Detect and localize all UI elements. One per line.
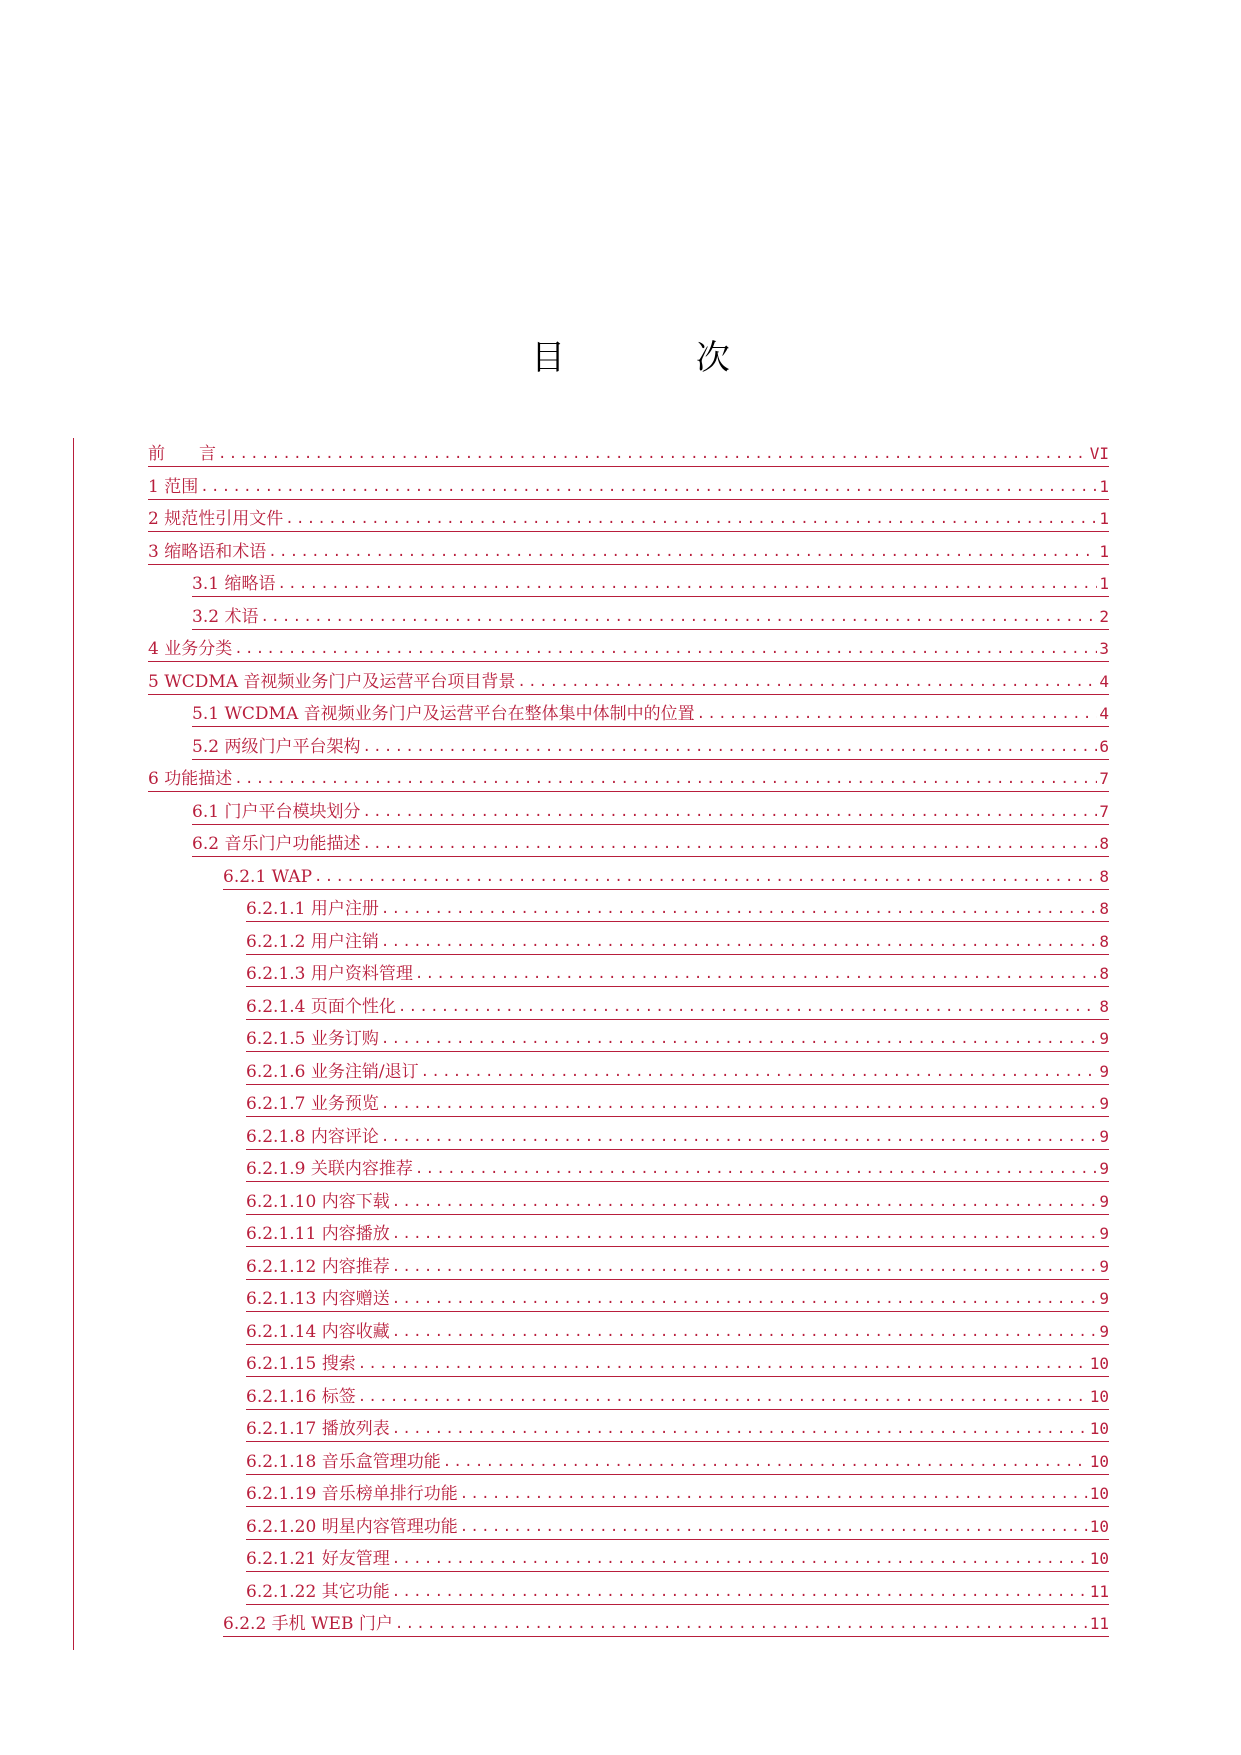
toc-entry[interactable] [192, 830, 1109, 857]
toc-leader-dots [392, 1257, 1098, 1279]
toc-entry-label: 6.2.1.14 内容收藏 [246, 1321, 390, 1342]
toc-entry-page: 9 [1099, 1256, 1109, 1276]
page-title: 目 次 [531, 338, 790, 378]
toc-entry-page: 1 [1099, 476, 1109, 496]
margin-rule [73, 438, 74, 1650]
toc-entry-page: 10 [1089, 1451, 1109, 1471]
toc-entry[interactable] [192, 733, 1109, 760]
toc-entry-page: 10 [1089, 1484, 1109, 1503]
toc-leader-dots [697, 704, 1098, 726]
toc-leader-dots [392, 1289, 1098, 1311]
toc-entry-label: 5 WCDMA 音视频业务门户及运营平台项目背景 [148, 671, 516, 692]
toc-entry-label: 6.2.1.3 用户资料管理 [246, 964, 413, 984]
toc-entry-page: 9 [1099, 1094, 1109, 1113]
toc-entry[interactable] [246, 1545, 1109, 1572]
toc-entry-label: 6.2.1.6 业务注销/退订 [246, 1061, 419, 1082]
toc-entry-label: 6.2.1.2 用户注销 [246, 931, 379, 952]
toc-leader-dots [392, 1224, 1098, 1246]
toc-entry[interactable] [192, 700, 1109, 727]
toc-entry-label: 6.2.1.13 内容赠送 [246, 1289, 390, 1309]
toc-entry[interactable] [192, 603, 1109, 630]
toc-entry-label: 6.2.1.22 其它功能 [246, 1581, 390, 1602]
toc-entry[interactable] [246, 1123, 1109, 1150]
toc-entry-label: 6.2.1.20 明星内容管理功能 [246, 1516, 458, 1537]
toc-entry-page: 9 [1099, 1289, 1109, 1308]
toc-entry[interactable] [246, 1025, 1109, 1052]
toc-entry-label: 6.2.1.17 播放列表 [246, 1419, 390, 1439]
toc-entry-page: 1 [1099, 509, 1109, 528]
toc-entry[interactable] [246, 1415, 1109, 1442]
toc-entry-page: 8 [1099, 931, 1109, 951]
toc-entry[interactable] [246, 1090, 1109, 1117]
toc-entry[interactable] [148, 668, 1109, 695]
toc-entry-label: 6.2.1 WAP [223, 866, 313, 887]
toc-entry[interactable] [246, 1220, 1109, 1247]
toc-entry-label: 6.2.1.16 标签 [246, 1386, 356, 1407]
toc-entry-page: 9 [1099, 1029, 1109, 1048]
toc-entry-page: 7 [1099, 801, 1109, 821]
toc-entry-label: 6.2.1.18 音乐盒管理功能 [246, 1451, 441, 1472]
toc-entry-label: 6.2.1.10 内容下载 [246, 1191, 390, 1212]
toc-leader-dots [381, 899, 1097, 921]
toc-entry-page: 10 [1089, 1386, 1109, 1406]
toc-entry-page: 1 [1099, 541, 1109, 561]
toc-entry-page: 10 [1089, 1549, 1109, 1568]
toc-leader-dots [392, 1419, 1088, 1441]
toc-entry-page: 9 [1099, 1321, 1109, 1341]
toc-entry[interactable] [148, 505, 1109, 532]
toc-entry-label: 前 言 [148, 444, 216, 464]
toc-entry[interactable] [246, 895, 1109, 922]
toc-entry-label: 6.2.2 手机 WEB 门户 [223, 1614, 393, 1634]
toc-entry-page: 1 [1099, 574, 1109, 593]
toc-entry-label: 6.2.1.1 用户注册 [246, 899, 379, 919]
toc-leader-dots [392, 1192, 1098, 1214]
toc-entry-page: 9 [1099, 1191, 1109, 1211]
toc-leader-dots [358, 1354, 1088, 1376]
toc-entry-label: 6.2.1.5 业务订购 [246, 1029, 379, 1049]
toc-leader-dots [218, 444, 1088, 466]
toc-entry[interactable] [246, 1350, 1109, 1377]
toc-entry-label: 6.2.1.19 音乐榜单排行功能 [246, 1484, 458, 1504]
toc-entry-page: 8 [1099, 834, 1109, 853]
toc-entry-label: 6.2.1.4 页面个性化 [246, 996, 396, 1017]
toc-entry[interactable] [246, 1253, 1109, 1280]
toc-entry-label: 3.2 术语 [192, 606, 259, 627]
toc-entry-page: 4 [1099, 704, 1109, 723]
toc-entry[interactable] [148, 473, 1109, 500]
toc-entry-page: 4 [1099, 671, 1109, 691]
toc-leader-dots [362, 802, 1097, 824]
toc-leader-dots [260, 607, 1097, 629]
toc-leader-dots [381, 1029, 1097, 1051]
toc-entry-label: 6.2.1.12 内容推荐 [246, 1256, 390, 1277]
toc-entry-page: 9 [1099, 1224, 1109, 1243]
toc-leader-dots [285, 509, 1097, 531]
toc-entry[interactable] [192, 570, 1109, 597]
toc-leader-dots [460, 1517, 1088, 1539]
toc-leader-dots [234, 769, 1097, 791]
toc-entry[interactable] [148, 440, 1109, 467]
toc-leader-dots [200, 477, 1097, 499]
toc-entry-label: 6.2.1.11 内容播放 [246, 1224, 390, 1244]
toc-leader-dots [421, 1062, 1098, 1084]
toc-entry-page: 6 [1099, 736, 1109, 756]
toc-entry-label: 5.1 WCDMA 音视频业务门户及运营平台在整体集中体制中的位置 [192, 704, 695, 724]
toc-leader-dots [392, 1582, 1088, 1604]
toc-entry-page: 10 [1089, 1419, 1109, 1438]
toc-entry[interactable] [246, 1058, 1109, 1085]
toc-entry-label: 4 业务分类 [148, 639, 233, 659]
toc-entry[interactable] [246, 1285, 1109, 1312]
toc-entry[interactable] [246, 928, 1109, 955]
toc-leader-dots [314, 867, 1097, 889]
toc-entry-page: 9 [1099, 1061, 1109, 1081]
toc-entry[interactable] [148, 538, 1109, 565]
toc-leader-dots [381, 1094, 1097, 1116]
toc-entry-page: 2 [1099, 606, 1109, 626]
toc-leader-dots [415, 964, 1097, 986]
toc-entry-page: 9 [1099, 1126, 1109, 1146]
toc-leader-dots [443, 1452, 1088, 1474]
toc-entry-page: 11 [1089, 1581, 1109, 1601]
toc-entry[interactable] [246, 1383, 1109, 1410]
toc-leader-dots [381, 1127, 1097, 1149]
toc-leader-dots [392, 1549, 1088, 1571]
toc-entry-page: 8 [1099, 866, 1109, 886]
toc-entry-page: 8 [1099, 899, 1109, 918]
toc-entry-label: 2 规范性引用文件 [148, 509, 284, 529]
toc-leader-dots [415, 1159, 1097, 1181]
toc-entry[interactable] [246, 1448, 1109, 1475]
toc-entry[interactable] [192, 798, 1109, 825]
toc-entry-label: 6.2.1.7 业务预览 [246, 1094, 379, 1114]
toc-entry[interactable] [246, 1155, 1109, 1182]
toc-leader-dots [398, 997, 1097, 1019]
toc-entry-label: 6.2.1.8 内容评论 [246, 1126, 379, 1147]
toc-entry-label: 3 缩略语和术语 [148, 541, 267, 562]
toc-entry-page: 10 [1089, 1354, 1109, 1373]
toc-entry-page: 3 [1099, 639, 1109, 658]
toc-leader-dots [358, 1387, 1088, 1409]
toc-leader-dots [517, 672, 1097, 694]
toc-entry-label: 6.2 音乐门户功能描述 [192, 834, 361, 854]
toc-entry[interactable] [246, 1188, 1109, 1215]
toc-leader-dots [268, 542, 1097, 564]
toc-entry[interactable] [148, 635, 1109, 662]
toc-entry-label: 6.2.1.15 搜索 [246, 1354, 356, 1374]
toc-entry[interactable] [246, 1318, 1109, 1345]
toc-entry-page: 8 [1099, 996, 1109, 1016]
toc-entry[interactable] [246, 1513, 1109, 1540]
toc-entry-label: 6.2.1.9 关联内容推荐 [246, 1159, 413, 1179]
toc-entry-page: 10 [1089, 1516, 1109, 1536]
toc-entry-label: 3.1 缩略语 [192, 574, 276, 594]
toc-leader-dots [392, 1322, 1098, 1344]
toc-entry[interactable] [246, 960, 1109, 987]
toc-leader-dots [395, 1614, 1088, 1636]
toc-entry[interactable] [223, 1610, 1109, 1637]
toc-leader-dots [234, 639, 1097, 661]
toc-leader-dots [460, 1484, 1088, 1506]
toc-entry[interactable] [246, 1578, 1109, 1605]
toc-leader-dots [381, 932, 1097, 954]
toc-leader-dots [277, 574, 1097, 596]
toc-entry-page: 7 [1099, 769, 1109, 788]
toc-leader-dots [362, 737, 1097, 759]
toc-entry-label: 6.1 门户平台模块划分 [192, 801, 361, 822]
toc-leader-dots [362, 834, 1097, 856]
toc-entry-label: 6 功能描述 [148, 769, 233, 789]
toc-entry-page: 11 [1089, 1614, 1109, 1633]
toc-entry-page: 8 [1099, 964, 1109, 983]
toc-entry-page: VI [1089, 444, 1109, 463]
toc-entry-label: 5.2 两级门户平台架构 [192, 736, 361, 757]
toc-entry[interactable] [246, 1480, 1109, 1507]
toc-entry[interactable] [246, 993, 1109, 1020]
toc-entry[interactable] [148, 765, 1109, 792]
toc-entry-page: 9 [1099, 1159, 1109, 1178]
toc-entry-label: 6.2.1.21 好友管理 [246, 1549, 390, 1569]
toc-entry-label: 1 范围 [148, 476, 199, 497]
toc-entry[interactable] [223, 863, 1109, 890]
